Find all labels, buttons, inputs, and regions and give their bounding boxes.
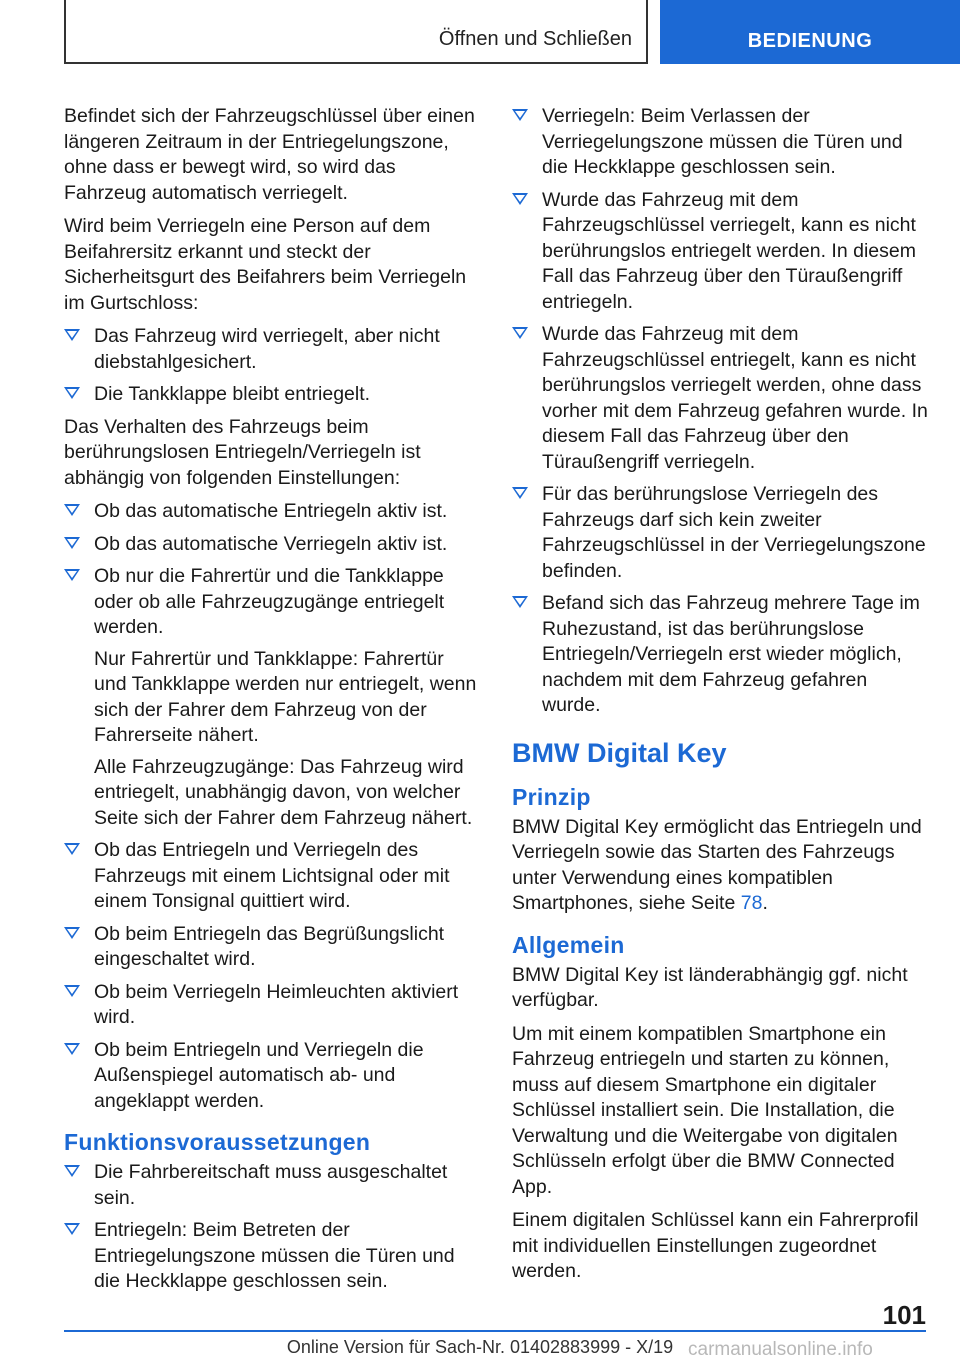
heading-prinzip: Prinzip	[512, 783, 591, 810]
triangle-bullet-icon	[512, 193, 528, 205]
list-item: Für das berührungslose Verriegeln des Fahrzeugs darf sich kein zweiter Fahrzeugschlüssel in der Verriegelungszone befinden.	[512, 482, 930, 584]
paragraph: Wird beim Verriegeln eine Person auf dem Beifahrersitz erkannt und steckt der Sicherheitsgurt des Beifahrers beim Verriegeln im Gurtschloss:	[64, 215, 467, 314]
sub-paragraph: Nur Fahrertür und Tankklappe: Fahrertür und Tankklappe werden nur entriegelt, wenn sich der Fahrer dem Fahrzeug von der Fahrerseite nähert.	[94, 647, 477, 746]
triangle-bullet-icon	[64, 569, 80, 581]
paragraph: Einem digitalen Schlüssel kann ein Fahrerprofil mit individuellen Einstellungen zugeordnet werden.	[512, 1209, 919, 1282]
paragraph: Befindet sich der Fahrzeugschlüssel über einen längeren Zeitraum in der Entriegelungszone, ohne dass er bewegt wird, so wird das Fahrzeug automatisch verriegelt.	[64, 105, 475, 204]
triangle-bullet-icon	[512, 487, 528, 499]
heading-allgemein: Allgemein	[512, 931, 625, 958]
list-item: Verriegeln: Beim Verlassen der Verriegelungszone müssen die Türen und die Heckklappe geschlossen sein.	[512, 104, 930, 181]
bullet-list	[64, 1160, 480, 1295]
bullet-list	[512, 104, 930, 719]
list-item: Ob beim Entriegeln und Verriegeln die Außenspiegel automatisch ab- und angeklappt werden.	[64, 1038, 480, 1115]
sub-paragraph: Alle Fahrzeugzugänge: Das Fahrzeug wird entriegelt, unabhängig davon, von welcher Seite sich der Fahrer dem Fahrzeug nähert.	[94, 755, 473, 829]
list-item: Entriegeln: Beim Betreten der Entriegelungszone müssen die Türen und die Heckklappe geschlossen sein.	[64, 1218, 480, 1295]
section-title: Öffnen und Schließen	[438, 28, 632, 50]
triangle-bullet-icon	[512, 596, 528, 608]
left-column	[64, 104, 480, 1302]
paragraph: Das Verhalten des Fahrzeugs beim berührungslosen Entriegeln/Verriegeln ist abhängig von folgenden Einstellungen:	[64, 415, 421, 489]
triangle-bullet-icon	[64, 537, 80, 549]
list-item: Wurde das Fahrzeug mit dem Fahrzeugschlüssel entriegelt, kann es nicht berührungslos verriegelt werden, ohne dass vorher mit dem Fahrzeug gefahren wurde. In diesem Fall das Fahrzeug über den Türaußengriff verriegeln.	[512, 322, 930, 475]
triangle-bullet-icon	[64, 329, 80, 341]
watermark: carmanualsonline.info	[688, 1339, 873, 1360]
list-item: Das Fahrzeug wird verriegelt, aber nicht diebstahlgesichert.	[64, 324, 480, 375]
page-number: 101	[882, 1300, 926, 1330]
triangle-bullet-icon	[64, 843, 80, 855]
triangle-bullet-icon	[64, 927, 80, 939]
paragraph: BMW Digital Key ermöglicht das Entriegeln und Verriegeln sowie das Starten des Fahrzeugs unter Verwendung eines kompatiblen Smartphones, siehe Seite 78.	[512, 815, 922, 914]
heading-bmw-digital-key: BMW Digital Key	[512, 737, 727, 768]
list-item: Ob beim Verriegeln Heimleuchten aktiviert wird.	[64, 980, 480, 1031]
triangle-bullet-icon	[64, 1043, 80, 1055]
paragraph: BMW Digital Key ist länderabhängig ggf. nicht verfügbar.	[512, 963, 908, 1011]
triangle-bullet-icon	[512, 109, 528, 121]
triangle-bullet-icon	[64, 1165, 80, 1177]
list-item: Ob beim Entriegeln das Begrüßungslicht eingeschaltet wird.	[64, 922, 480, 973]
list-item: Die Tankklappe bleibt entriegelt.	[64, 382, 480, 408]
list-item: Ob das automatische Entriegeln aktiv ist.	[64, 499, 480, 525]
list-item: Ob das automatische Verriegeln aktiv ist.	[64, 532, 480, 558]
list-item: Die Fahrbereitschaft muss ausgeschaltet sein.	[64, 1160, 480, 1211]
chapter-title: BEDIENUNG	[747, 30, 873, 52]
bullet-list	[64, 499, 480, 1114]
page-reference-link[interactable]: 78	[740, 892, 763, 914]
triangle-bullet-icon	[512, 327, 528, 339]
header-section-box	[64, 0, 648, 64]
list-item: Wurde das Fahrzeug mit dem Fahrzeugschlüssel verriegelt, kann es nicht berührungslos entriegelt werden. In diesem Fall das Fahrzeug über den Türaußengriff entriegeln.	[512, 188, 930, 316]
triangle-bullet-icon	[64, 504, 80, 516]
heading-funktionsvoraussetzungen: Funktionsvoraussetzungen	[64, 1129, 371, 1155]
list-item: Befand sich das Fahrzeug mehrere Tage im Ruhezustand, ist das berührungslose Entriegeln/Verriegeln erst wieder möglich, nachdem mit dem Fahrzeug gefahren wurde.	[512, 591, 930, 719]
triangle-bullet-icon	[64, 387, 80, 399]
header-chapter-box	[660, 0, 960, 64]
right-column	[512, 104, 930, 1293]
online-version-note: Online Version für Sach-Nr. 01402883999 - X/19	[286, 1337, 674, 1357]
bullet-list	[64, 324, 480, 408]
footer-divider	[64, 1330, 926, 1332]
triangle-bullet-icon	[64, 1223, 80, 1235]
list-item: Ob nur die Fahrertür und die Tankklappe oder ob alle Fahrzeugzugänge entriegelt werden. Nur Fahrertür und Tankklappe: Fahrertür und Tankklappe werden nur entriegelt, wenn sich der Fahrer dem Fahrzeug von der Fahrerseite nähert. Alle Fahrzeugzugänge: Das Fahrzeug wird entriegelt, unabhängig davon, von welcher Seite sich der Fahrer dem Fahrzeug nähert.	[64, 564, 480, 831]
paragraph: Um mit einem kompatiblen Smartphone ein Fahrzeug entriegeln und starten zu können, muss auf diesem Smartphone ein digitaler Schlüssel installiert sein. Die Installation, die Verwaltung und die Weitergabe von digitalen Schlüsseln erfolgt über die BMW Connected App.	[512, 1022, 898, 1198]
triangle-bullet-icon	[64, 985, 80, 997]
list-item: Ob das Entriegeln und Verriegeln des Fahrzeugs mit einem Lichtsignal oder mit einem Tonsignal quittiert wird.	[64, 838, 480, 915]
